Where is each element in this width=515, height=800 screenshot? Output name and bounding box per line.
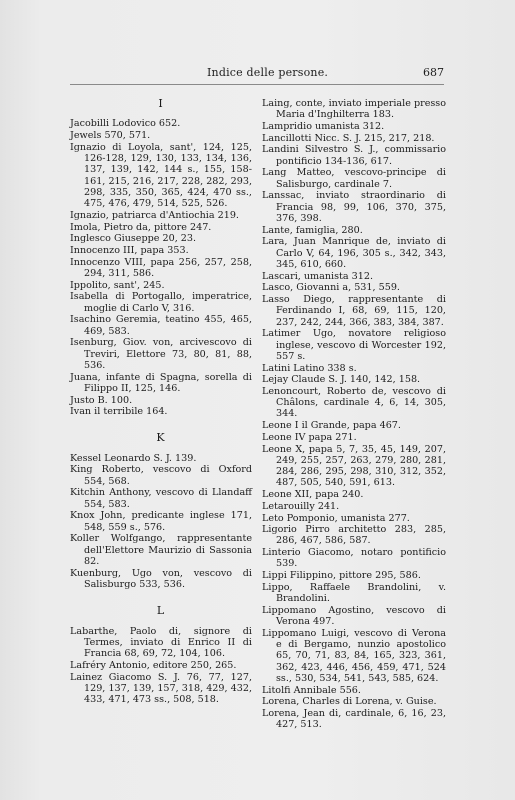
index-entry: Lanssac, inviato straordinario di Francia 98, 99, 106, 370, 375, 376, 398. bbox=[262, 190, 446, 224]
index-entry: Jewels 570, 571. bbox=[70, 129, 151, 141]
index-entry: Lafréry Antonio, editore 250, 265. bbox=[70, 659, 237, 671]
index-entry: Ignazio di Loyola, sant', 124, 125, 126-128, 129, 130, 133, 134, 136, 137, 139, 142, 144 s., 155, 158-161, 215, 216, 217, 228, 282, 293, 298, 335, 350, 365, 424, 470 ss., 475, 476, 479, 514, 525, 526. bbox=[70, 141, 252, 210]
index-entry: Lippomano Luigi, vescovo di Verona e di Bergamo, nunzio apostolico 65, 70, 71, 83, 84, 165, 323, 361, 362, 423, 446, 456, 459, 471, 524 ss., 530, 534, 541, 543, 585, 624. bbox=[262, 627, 446, 684]
index-entry: Isabella di Portogallo, imperatrice, moglie di Carlo V, 316. bbox=[70, 291, 252, 314]
index-entry: Knox John, predicante inglese 171, 548, 559 s., 576. bbox=[70, 510, 252, 533]
index-entry: Inglesco Giuseppe 20, 23. bbox=[70, 233, 197, 245]
index-entry: Leone IV papa 271. bbox=[262, 431, 357, 443]
index-entry: Ivan il terribile 164. bbox=[70, 406, 168, 418]
index-entry: Linterio Giacomo, notaro pontificio 539. bbox=[262, 547, 446, 570]
index-entry: Lascari, umanista 312. bbox=[262, 270, 374, 282]
index-entry: Ligorio Pirro architetto 283, 285, 286, 467, 586, 587. bbox=[262, 524, 446, 547]
index-entry: Lorena, Charles di Lorena, v. Guise. bbox=[262, 696, 437, 708]
index-entry: Lara, Juan Manrique de, inviato di Carlo V, 64, 196, 305 s., 342, 343, 345, 610, 660. bbox=[262, 236, 446, 270]
index-entry: Latimer Ugo, novatore religioso inglese, vescovo di Worcester 192, 557 s. bbox=[262, 328, 446, 362]
index-entry: Lante, famiglia, 280. bbox=[262, 224, 363, 236]
index-entry: King Roberto, vescovo di Oxford 554, 568. bbox=[70, 464, 252, 487]
index-entry: Innocenzo III, papa 353. bbox=[70, 244, 189, 256]
index-entry: Ippolito, sant', 245. bbox=[70, 279, 165, 291]
index-entry: Lainez Giacomo S. J. 76, 77, 127, 129, 137, 139, 157, 318, 429, 432, 433, 471, 473 ss., 508, 518. bbox=[70, 671, 252, 706]
index-entry: Kessel Leonardo S. J. 139. bbox=[70, 452, 197, 464]
index-entry: Lasso Diego, rappresentante di Ferdinando I, 68, 69, 115, 120, 237, 242, 244, 366, 383, 384, 387. bbox=[262, 293, 446, 328]
index-entry: Lampridio umanista 312. bbox=[262, 120, 385, 132]
index-entry: Lippo, Raffaele Brandolini, v. Brandolini. bbox=[262, 581, 446, 605]
index-entry: Laing, conte, inviato imperiale presso Maria d'Inghilterra 183. bbox=[262, 98, 446, 121]
index-entry: Juana, infante di Spagna, sorella di Filippo II, 125, 146. bbox=[70, 371, 252, 394]
index-entry: Imola, Pietro da, pittore 247. bbox=[70, 221, 212, 233]
index-entry: Lasco, Giovanni a, 531, 559. bbox=[262, 282, 400, 294]
right-column bbox=[262, 98, 446, 731]
index-entry: Letarouilly 241. bbox=[262, 500, 340, 512]
section-letter: L bbox=[156, 604, 166, 618]
running-header bbox=[0, 66, 515, 82]
index-entry: Justo B. 100. bbox=[70, 394, 133, 406]
index-entry: Isachino Geremia, teatino 455, 465, 469, 583. bbox=[70, 314, 252, 337]
section-letter: I bbox=[158, 97, 164, 110]
left-column bbox=[70, 96, 252, 706]
index-entry: Koller Wolfgango, rappresentante dell'Elettore Maurizio di Sassonia 82. bbox=[70, 533, 252, 568]
index-entry: Jacobilli Lodovico 652. bbox=[70, 118, 181, 130]
index-entry: Labarthe, Paolo di, signore di Termes, inviato di Enrico II di Francia 68, 69, 72, 104, 106. bbox=[70, 625, 252, 660]
index-entry: Ignazio, patriarca d'Antiochia 219. bbox=[70, 209, 239, 221]
index-entry: Kuenburg, Ugo von, vescovo di Salisburgo 533, 536. bbox=[70, 567, 252, 590]
page-number: 687 bbox=[423, 66, 444, 79]
index-entry: Leone X, papa 5, 7, 35, 45, 149, 207, 249, 255, 257, 263, 279, 280, 281, 284, 286, 295, 298, 310, 312, 352, 487, 505, 540, 591, 613. bbox=[262, 443, 446, 489]
index-entry: Kitchin Anthony, vescovo di Llandaff 554, 583. bbox=[70, 487, 252, 510]
index-entry: Innocenzo VIII, papa 256, 257, 258, 294, 311, 586. bbox=[70, 256, 252, 279]
index-entry: Lippi Filippino, pittore 295, 586. bbox=[262, 570, 421, 582]
index-entry: Leone I il Grande, papa 467. bbox=[262, 420, 401, 432]
index-entry: Lenoncourt, Roberto de, vescovo di Châlons, cardinale 4, 6, 14, 305, 344. bbox=[262, 385, 446, 420]
header-title: Indice delle persone. bbox=[207, 66, 329, 79]
index-entry: Leone XII, papa 240. bbox=[262, 489, 364, 501]
index-entry: Latini Latino 338 s. bbox=[262, 362, 357, 374]
index-entry: Lorena, Jean di, cardinale, 6, 16, 23, 427, 513. bbox=[262, 708, 446, 731]
index-entry: Litolfi Annibale 556. bbox=[262, 684, 361, 696]
section-letter: K bbox=[156, 431, 166, 445]
header-rule bbox=[70, 84, 444, 85]
index-entry: Lang Matteo, vescovo-principe di Salisburgo, cardinale 7. bbox=[262, 167, 446, 190]
index-entry: Lippomano Agostino, vescovo di Verona 497. bbox=[262, 604, 446, 628]
index-entry: Lancillotti Nicc. S. J. 215, 217, 218. bbox=[262, 132, 435, 144]
index-entry: Lejay Claude S. J. 140, 142, 158. bbox=[262, 374, 421, 386]
index-entry: Isenburg, Giov. von, arcivescovo di Treviri, Elettore 73, 80, 81, 88, 536. bbox=[70, 337, 252, 371]
index-entry: Landini Silvestro S. J., commissario pontificio 134-136, 617. bbox=[262, 144, 446, 167]
index-entry: Leto Pomponio, umanista 277. bbox=[262, 512, 410, 524]
